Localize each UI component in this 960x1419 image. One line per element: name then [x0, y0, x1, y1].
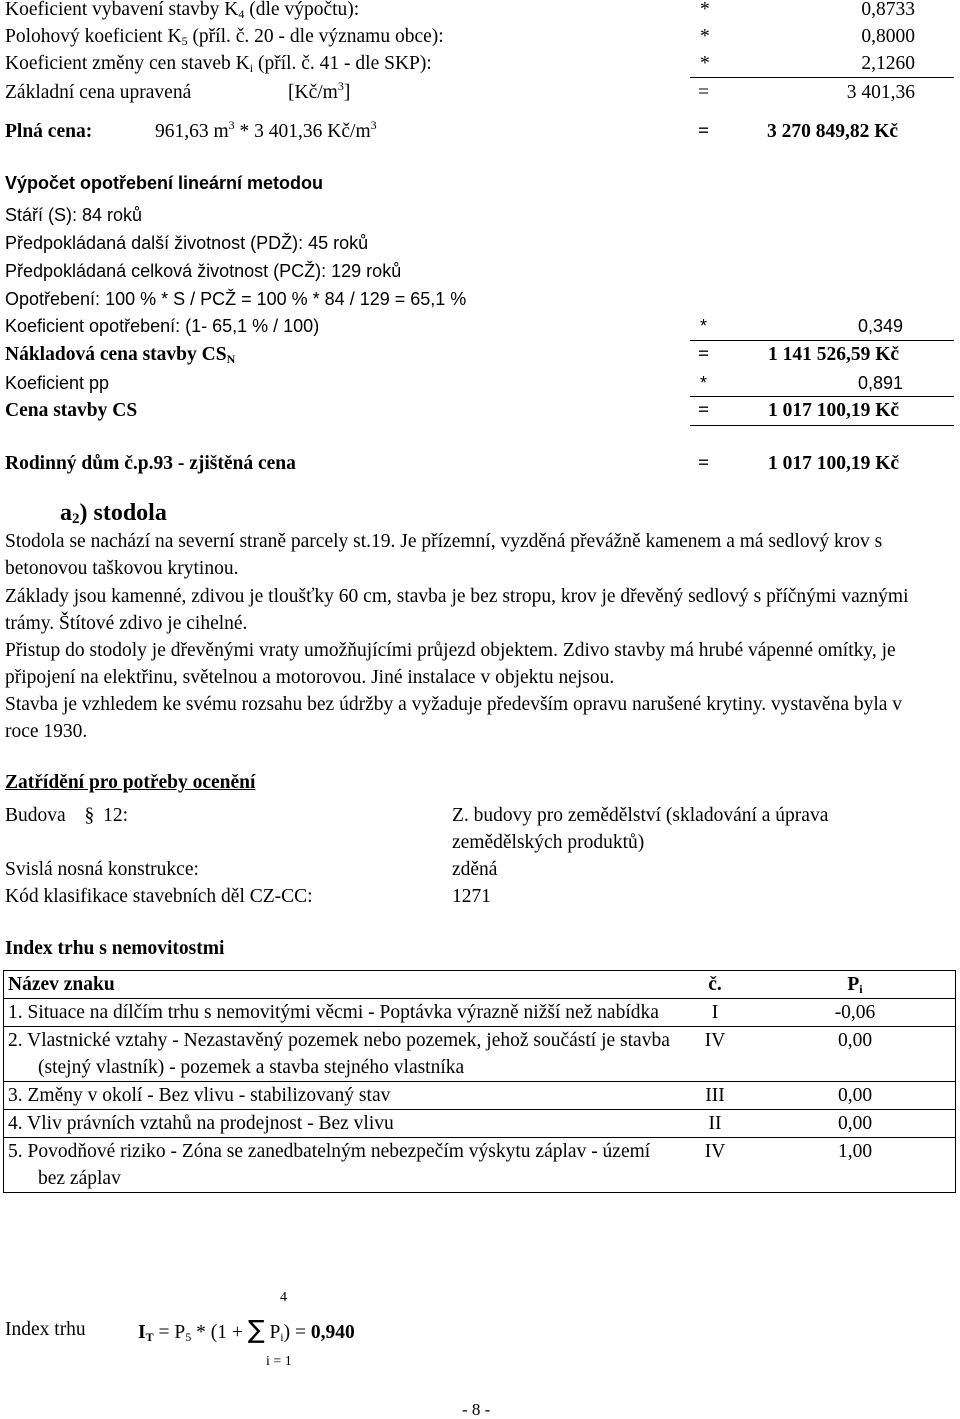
row-num: IV	[675, 1138, 755, 1193]
formula-expression	[138, 1315, 355, 1345]
row-num: IV	[675, 1027, 755, 1082]
zakladni-cena-label: Základní cena upravená	[5, 82, 192, 103]
plna-cena-label: Plná cena:	[5, 121, 93, 142]
heading-pre: a	[60, 500, 72, 526]
table-row	[4, 1082, 956, 1110]
page-number: - 8 -	[462, 1400, 491, 1419]
opotrebeni-line: Stáří (S): 84 roků	[5, 205, 143, 225]
sigma-icon: ∑	[247, 1315, 265, 1344]
plna-cena-value: 3 270 849,82 Kč	[767, 121, 899, 142]
formula-part: P	[264, 1322, 281, 1343]
koef-opotrebeni-value: 0,349	[857, 316, 903, 336]
coef-sub: 4	[238, 7, 245, 21]
opotrebeni-line: Opotřebení: 100 % * S / PCŽ = 100 % * 84 / 129 = 65,1 %	[5, 289, 467, 309]
heading-sub: 2	[72, 511, 80, 527]
budova-label	[5, 804, 128, 828]
paragraph-sign-icon: §	[84, 805, 95, 826]
coef-op: *	[700, 26, 710, 47]
col-name-header: Název znaku	[4, 971, 676, 999]
kod-value: 1271	[452, 886, 491, 907]
sum-lower-limit: i = 1	[266, 1354, 292, 1369]
svisla-label: Svislá nosná konstrukce:	[5, 859, 199, 880]
budova-text: Budova	[5, 805, 66, 826]
row-lead: 4.	[8, 1113, 28, 1134]
row-text: Situace na dílčím trhu s nemovitými věcmi - Poptávka výrazně nižší než nabídka	[27, 1002, 659, 1023]
coef-sub: 5	[181, 34, 188, 48]
svisla-value: zděná	[452, 859, 498, 880]
coef-label-post: (dle výpočtu):	[244, 0, 360, 20]
table-row	[4, 999, 956, 1027]
rodinny-dum-value: 1 017 100,19 Kč	[768, 453, 900, 474]
divider-line	[690, 425, 954, 426]
col-p-sub: i	[859, 982, 863, 996]
row-name	[4, 1138, 676, 1193]
opotrebeni-line: Předpokládaná celková životnost (PCŽ): 129 roků	[5, 261, 402, 281]
divider-line	[690, 340, 954, 341]
row-p: 0,00	[755, 1082, 956, 1110]
cena-stavby-value: 1 017 100,19 Kč	[768, 400, 900, 421]
coef-value: 2,1260	[861, 53, 915, 74]
row-p: -0,06	[755, 999, 956, 1027]
col-num-header: č.	[675, 971, 755, 999]
row-p: 1,00	[755, 1138, 956, 1193]
row-text: Vlastnické vztahy - Nezastavěný pozemek nebo pozemek, jehož součástí je stavba (stejný vlastník) - pozemek a stavba stejného vlastníka	[27, 1030, 670, 1078]
row-num: I	[675, 999, 755, 1027]
row-p: 0,00	[755, 1027, 956, 1082]
koef-pp-op: *	[700, 373, 708, 393]
stodola-paragraph: Přistup do stodoly je dřevěnými vraty umožňujícími průjezd objektem. Zdivo stavby má hrubé vápenné omítky, je připojení na elektřinu, světelnou a motorovou. Jiné instalace v objektu nejsou.	[5, 640, 896, 689]
col-p-header	[755, 971, 956, 999]
unit-pre: [Kč/m	[288, 82, 338, 103]
expr-part: * 3 401,36 Kč/m	[234, 121, 371, 142]
sum-upper-limit: 4	[280, 1290, 287, 1305]
row-text: Vliv právních vztahů na prodejnost - Bez vlivu	[27, 1113, 394, 1134]
stodola-paragraph: Stodola se nachází na severní straně parcely st.19. Je přízemní, vyzděná převážně kamenem a má sedlový krov s betonovou taškovou krytinou.	[5, 531, 883, 580]
unit-post: ]	[343, 82, 351, 103]
expr-sup: 3	[370, 118, 377, 132]
heading-post: ) stodola	[79, 500, 167, 526]
zakladni-cena-unit	[288, 81, 350, 105]
koef-opotrebeni-op: *	[700, 316, 708, 336]
budova-value-line1: Z. budovy pro zemědělství (skladování a úprava	[452, 805, 829, 826]
formula-part: = P	[153, 1322, 186, 1343]
table-header-row	[4, 971, 956, 999]
zakladni-cena-value: 3 401,36	[846, 82, 915, 103]
coef-row-vybaveni	[5, 0, 359, 22]
col-p-pre: P	[847, 974, 860, 995]
kod-label: Kód klasifikace stavebních děl CZ-CC:	[5, 886, 313, 907]
row-name	[4, 1027, 676, 1082]
opotrebeni-heading: Výpočet opotřebení lineární metodou	[5, 173, 324, 193]
expr-sup: 3	[228, 118, 235, 132]
coef-value: 0,8000	[861, 26, 915, 47]
coef-label: Koeficient vybavení stavby K	[5, 0, 239, 20]
coef-op: *	[700, 53, 710, 74]
row-name	[4, 1082, 676, 1110]
p5-sub: 5	[185, 1330, 192, 1344]
nakladova-cena-label	[5, 343, 235, 367]
koef-pp-value: 0,891	[857, 373, 903, 393]
cena-stavby-op: =	[698, 400, 710, 421]
divider-line	[690, 77, 954, 78]
row-name	[4, 1110, 676, 1138]
formula-part: ) =	[283, 1322, 311, 1343]
coef-row-zmeny-cen	[5, 52, 432, 76]
koef-pp-label: Koeficient pp	[5, 373, 110, 393]
row-lead: 3.	[8, 1085, 28, 1106]
label-sub: N	[226, 352, 236, 366]
coef-label: Koeficient změny cen staveb K	[5, 53, 250, 74]
row-text: Změny v okolí - Bez vlivu - stabilizovaný stav	[27, 1085, 391, 1106]
row-p: 0,00	[755, 1110, 956, 1138]
table-row	[4, 1138, 956, 1193]
zatrideni-heading: Zatřídění pro potřeby ocenění	[5, 772, 256, 793]
it-sub: T	[145, 1330, 154, 1344]
formula-part: * (1 +	[191, 1322, 248, 1343]
it-symbol: I	[138, 1322, 146, 1343]
opotrebeni-line: Předpokládaná další životnost (PDŽ): 45 roků	[5, 233, 369, 253]
pi-sub: i	[280, 1330, 284, 1344]
row-lead: 5.	[8, 1141, 28, 1162]
row-num: III	[675, 1082, 755, 1110]
row-lead: 1.	[8, 1002, 28, 1023]
cena-stavby-label: Cena stavby CS	[5, 400, 138, 421]
stodola-heading	[60, 498, 167, 528]
plna-cena-op: =	[698, 121, 710, 142]
stodola-paragraph: Základy jsou kamenné, zdivou je tloušťky 60 cm, stavba je bez stropu, krov je dřevěný sedlový s příčnými vaznými trámy. Štítové zdivo je cihelné.	[5, 586, 909, 635]
coef-row-polohovy	[5, 25, 444, 49]
nakladova-cena-op: =	[698, 344, 710, 365]
coef-label: Polohový koeficient K	[5, 26, 182, 47]
coef-label-post: (příl. č. 41 - dle SKP):	[253, 53, 432, 74]
stodola-paragraph: Stavba je vzhledem ke svému rozsahu bez údržby a vyžaduje především opravu narušené krytiny. vystavěna byla v roce 1930.	[5, 694, 903, 743]
row-num: II	[675, 1110, 755, 1138]
formula-result: 0,940	[310, 1322, 355, 1343]
coef-sub: i	[249, 61, 254, 75]
unit-sup: 3	[337, 79, 344, 93]
zakladni-cena-op: =	[698, 82, 709, 103]
rodinny-dum-label: Rodinný dům č.p.93 - zjištěná cena	[5, 453, 296, 474]
nakladova-cena-value: 1 141 526,59 Kč	[768, 344, 900, 365]
index-trhu-table	[3, 970, 956, 1193]
budova-value-line2: zemědělských produktů)	[452, 832, 645, 853]
coef-op: *	[700, 0, 710, 20]
koef-opotrebeni-label: Koeficient opotřebení: (1- 65,1 % / 100)	[5, 316, 320, 336]
divider-line	[690, 396, 954, 397]
row-text: Povodňové riziko - Zóna se zanedbatelným nebezpečím výskytu záplav - území bez záplav	[27, 1141, 651, 1189]
budova-num: 12:	[103, 805, 129, 826]
label-pre: Nákladová cena stavby CS	[5, 344, 227, 365]
row-lead: 2.	[8, 1030, 28, 1051]
table-row	[4, 1027, 956, 1082]
expr-part: 961,63 m	[155, 121, 229, 142]
coef-value: 0,8733	[861, 0, 915, 20]
formula-label: Index trhu	[5, 1319, 86, 1340]
table-row	[4, 1110, 956, 1138]
row-name	[4, 999, 676, 1027]
coef-label-post: (příl. č. 20 - dle významu obce):	[187, 26, 444, 47]
index-trhu-heading: Index trhu s nemovitostmi	[5, 938, 225, 959]
plna-cena-expression	[155, 120, 377, 144]
rodinny-dum-op: =	[698, 453, 710, 474]
